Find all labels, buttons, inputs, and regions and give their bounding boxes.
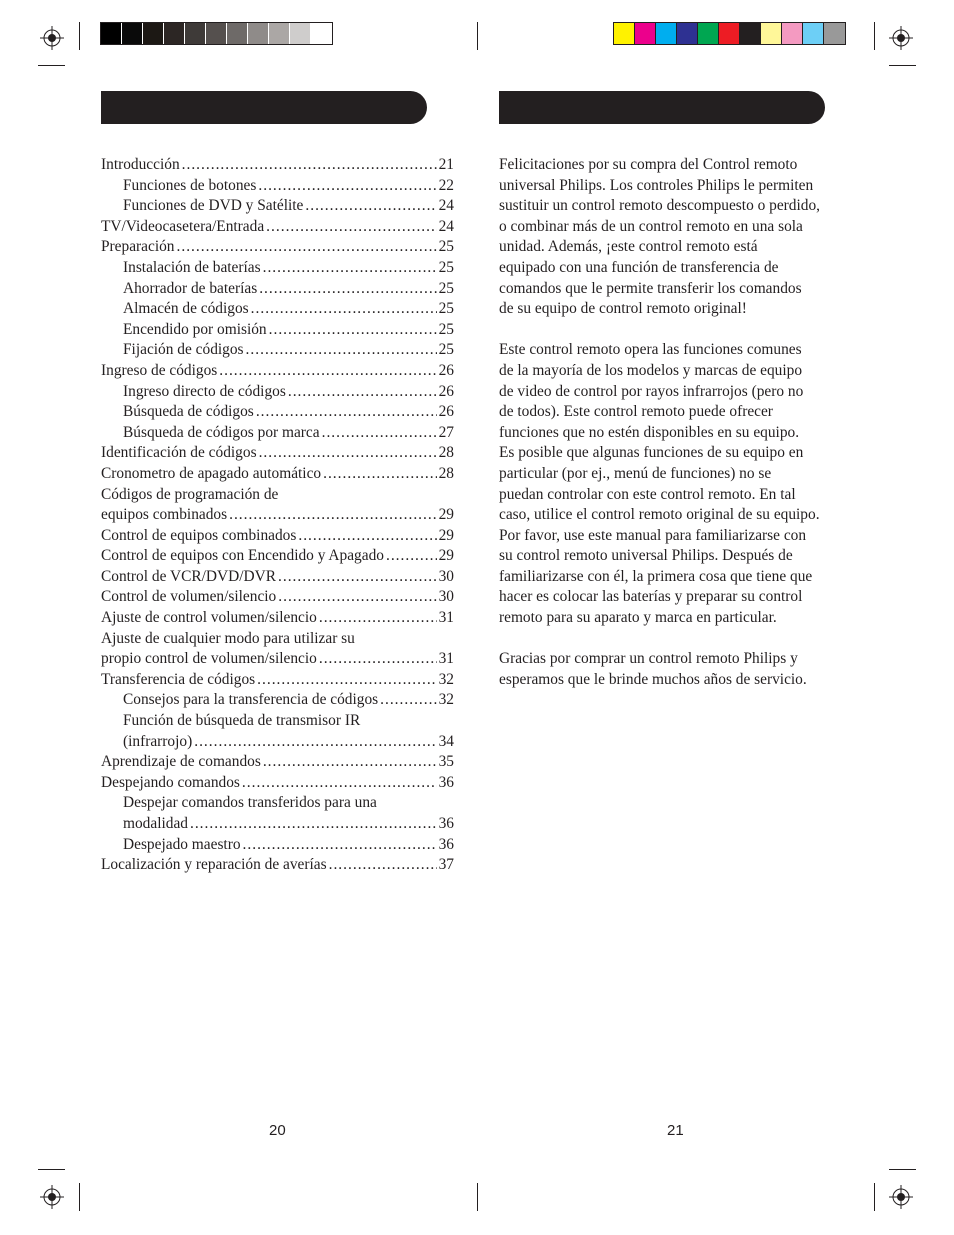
- crop-mark: [874, 1183, 875, 1211]
- toc-entry: [101, 340, 454, 361]
- color-swatch: [698, 23, 719, 44]
- toc-entry-page: 36: [438, 815, 454, 832]
- color-swatch: [311, 23, 332, 44]
- toc-entry-page: 29: [438, 547, 454, 565]
- toc-entry: [101, 855, 454, 876]
- toc-entry: [101, 176, 454, 197]
- toc-entry: [101, 505, 454, 526]
- toc-entry: [101, 155, 454, 176]
- color-swatch: [824, 23, 845, 44]
- toc-entry-page: 25: [438, 238, 454, 256]
- toc-entry-label: Control de equipos con Encendido y Apagado: [101, 547, 384, 565]
- intro-line: Por favor, use este manual para familiarizarse con: [499, 526, 807, 544]
- toc-dot-leader: [298, 526, 436, 547]
- color-swatch: [164, 23, 185, 44]
- intro-paragraph: [499, 340, 859, 628]
- toc-entry: [101, 423, 454, 444]
- toc-entry-label: equipos combinados: [101, 506, 228, 524]
- toc-dot-leader: [278, 567, 437, 588]
- toc-entry-label: Transferencia de códigos: [101, 670, 256, 688]
- color-swatch: [656, 23, 677, 44]
- toc-entry-line: Ajuste de cualquier modo para utilizar su: [101, 629, 355, 647]
- toc-entry-page: 24: [438, 197, 454, 215]
- toc-entry-label: Despejando comandos: [101, 773, 240, 791]
- color-swatch: [206, 23, 227, 44]
- toc-entry-label: Funciones de botones: [123, 176, 257, 194]
- toc-entry: [101, 382, 454, 403]
- toc-entry: [101, 608, 454, 629]
- intro-line: unidad. Además, ¡este control remoto está: [499, 238, 758, 256]
- toc-entry-label: Búsqueda de códigos: [123, 403, 254, 421]
- toc-entry: [101, 279, 454, 300]
- toc-entry-label: Ajuste de control volumen/silencio: [101, 609, 317, 627]
- toc-dot-leader: [194, 732, 436, 753]
- color-swatch: [740, 23, 761, 44]
- intro-line: puedan controlar con este control remoto. En tal: [499, 485, 796, 503]
- toc-entry: [101, 670, 454, 691]
- toc-dot-leader: [322, 423, 437, 444]
- toc-entry: [101, 361, 454, 382]
- toc-entry: [101, 237, 454, 258]
- color-swatch: [290, 23, 311, 44]
- toc-entry-page: 37: [438, 856, 454, 874]
- toc-entry: [101, 752, 454, 773]
- intro-line: caso, utilice el control remoto original de su equipo.: [499, 506, 820, 524]
- toc-entry-label: Encendido por omisión: [123, 320, 267, 338]
- toc-entry-page: 25: [438, 300, 454, 318]
- color-swatch: [269, 23, 290, 44]
- toc-dot-leader: [386, 546, 437, 567]
- toc-entry: [101, 835, 454, 856]
- crop-mark: [889, 1169, 916, 1170]
- intro-line: Felicitaciones por su compra del Control remoto: [499, 156, 798, 173]
- toc-dot-leader: [259, 443, 437, 464]
- registration-mark-icon: [889, 26, 913, 50]
- intro-line: de todos). Este control remoto puede ofrecer: [499, 403, 773, 421]
- toc-entry: [101, 526, 454, 547]
- crop-mark: [889, 65, 916, 66]
- toc-dot-leader: [323, 464, 437, 485]
- toc-entry-label: (infrarrojo): [123, 732, 193, 750]
- toc-entry-page: 28: [438, 444, 454, 462]
- toc-dot-leader: [251, 299, 437, 320]
- toc-dot-leader: [219, 361, 436, 382]
- color-swatch: [614, 23, 635, 44]
- toc-entry-label: Consejos para la transferencia de códigos: [123, 691, 379, 709]
- toc-entry-line: Despejar comandos transferidos para una: [123, 794, 377, 812]
- toc-entry-page: 29: [438, 526, 454, 544]
- toc-entry-label: Control de volumen/silencio: [101, 588, 277, 606]
- toc-entry-label: Ahorrador de baterías: [123, 279, 258, 297]
- toc-dot-leader: [243, 835, 437, 856]
- toc-entry: [101, 567, 454, 588]
- toc-dot-leader: [263, 752, 437, 773]
- registration-mark-icon: [40, 1185, 64, 1209]
- toc-entry-page: 30: [438, 588, 454, 606]
- toc-entry-label: Cronometro de apagado automático: [101, 464, 322, 482]
- toc-dot-leader: [190, 814, 437, 835]
- toc-dot-leader: [256, 402, 437, 423]
- toc-entry-label: Identificación de códigos: [101, 444, 257, 462]
- crop-mark: [874, 22, 875, 50]
- intro-line: remoto para su aparato y marca en particular.: [499, 609, 777, 627]
- toc-entry-label: Búsqueda de códigos por marca: [123, 423, 320, 441]
- toc-dot-leader: [257, 670, 436, 691]
- intro-line: sustituir un control remoto descompuesto o perdido,: [499, 197, 821, 215]
- color-swatch: [761, 23, 782, 44]
- crop-mark: [79, 22, 80, 50]
- color-swatch: [677, 23, 698, 44]
- toc-entry-page: 22: [438, 176, 454, 194]
- color-swatch: [227, 23, 248, 44]
- registration-mark-icon: [889, 1185, 913, 1209]
- color-swatch: [143, 23, 164, 44]
- toc-entry-page: 32: [438, 691, 454, 709]
- toc-entry-page: 25: [438, 279, 454, 297]
- right-header-bar: [499, 91, 825, 124]
- toc-entry-page: 25: [438, 341, 454, 359]
- toc-entry-page: 27: [438, 423, 454, 441]
- intro-line: de video de control por rayos infrarrojos (pero no: [499, 382, 804, 400]
- intro-line: Este control remoto opera las funciones comunes: [499, 341, 802, 359]
- toc-dot-leader: [278, 587, 436, 608]
- color-swatch: [719, 23, 740, 44]
- toc-dot-leader: [288, 382, 437, 403]
- intro-line: hacer es colocar las baterías y preparar su control: [499, 588, 803, 606]
- toc-dot-leader: [246, 340, 437, 361]
- toc-entry-label: Funciones de DVD y Satélite: [123, 197, 304, 215]
- crop-mark: [477, 22, 478, 50]
- toc-entry: [101, 258, 454, 279]
- toc-entry-label: Ingreso directo de códigos: [123, 382, 286, 400]
- intro-line: esperamos que le brinde muchos años de servicio.: [499, 670, 807, 688]
- crop-mark: [38, 65, 65, 66]
- toc-entry-label: Control de equipos combinados: [101, 526, 297, 544]
- process-color-bar: [613, 22, 846, 45]
- color-swatch: [782, 23, 803, 44]
- intro-line: particular (por ej., menú de funciones) no se: [499, 464, 772, 482]
- introduction-text: [499, 155, 859, 711]
- intro-line: universal Philips. Los controles Philips le permiten: [499, 176, 814, 194]
- toc-entry: [101, 649, 454, 670]
- toc-entry: [101, 402, 454, 423]
- toc-entry-label: Despejado maestro: [123, 835, 241, 853]
- toc-entry-page: 26: [438, 403, 454, 421]
- color-swatch: [248, 23, 269, 44]
- toc-entry: [101, 443, 454, 464]
- toc-entry-page: 26: [438, 361, 454, 379]
- toc-entry-label: modalidad: [123, 815, 188, 832]
- toc-entry: [101, 217, 454, 238]
- color-swatch: [101, 23, 122, 44]
- toc-entry-label: Ingreso de códigos: [101, 361, 218, 379]
- toc-entry-label: Aprendizaje de comandos: [101, 753, 261, 771]
- toc-entry-label: Instalación de baterías: [123, 258, 261, 276]
- toc-entry-page: 35: [438, 753, 454, 771]
- color-swatch: [635, 23, 656, 44]
- toc-dot-leader: [269, 320, 437, 341]
- intro-line: Gracias por comprar un control remoto Philips y: [499, 650, 798, 668]
- toc-entry: [101, 320, 454, 341]
- toc-dot-leader: [263, 258, 437, 279]
- color-swatch: [122, 23, 143, 44]
- page-number-right: 21: [667, 1122, 684, 1139]
- crop-mark: [477, 1183, 478, 1211]
- toc-entry-page: 25: [438, 258, 454, 276]
- toc-entry-page: 24: [438, 217, 454, 235]
- toc-dot-leader: [305, 196, 436, 217]
- toc-dot-leader: [380, 690, 436, 711]
- crop-mark: [38, 1169, 65, 1170]
- color-swatch: [803, 23, 824, 44]
- toc-entry-page: 29: [438, 506, 454, 524]
- toc-entry-page: 36: [438, 835, 454, 853]
- intro-line: su control remoto universal Philips. Después de: [499, 547, 793, 565]
- toc-entry-page: 36: [438, 773, 454, 791]
- toc-dot-leader: [242, 773, 437, 794]
- toc-entry-page: 31: [438, 609, 454, 627]
- intro-paragraph: [499, 649, 859, 690]
- toc-entry-page: 25: [438, 320, 454, 338]
- intro-line: de la mayoría de los modelos y marcas de equipo: [499, 361, 803, 379]
- toc-dot-leader: [266, 217, 436, 238]
- intro-paragraph: [499, 155, 859, 320]
- toc-entry: [101, 546, 454, 567]
- toc-entry: [101, 299, 454, 320]
- toc-dot-leader: [259, 279, 436, 300]
- toc-entry-page: 32: [438, 670, 454, 688]
- left-header-bar: [101, 91, 427, 124]
- toc-entry-page: 31: [438, 650, 454, 668]
- toc-dot-leader: [329, 855, 437, 876]
- intro-line: o combinar más de un control remoto en una sola: [499, 217, 803, 235]
- color-swatch: [185, 23, 206, 44]
- toc-dot-leader: [229, 505, 437, 526]
- toc-entry: [101, 464, 454, 485]
- intro-line: funciones que no estén disponibles en su equipo.: [499, 423, 800, 441]
- toc-entry-page: 34: [438, 732, 454, 750]
- toc-entry: [101, 773, 454, 794]
- toc-entry-line: Códigos de programación de: [101, 485, 279, 503]
- intro-line: comandos que le permite transferir los comandos: [499, 279, 802, 297]
- toc-entry-label: TV/Videocasetera/Entrada: [101, 217, 265, 235]
- toc-entry-page: 21: [438, 156, 454, 173]
- toc-entry-label: Control de VCR/DVD/DVR: [101, 567, 277, 585]
- page-number-left: 20: [269, 1122, 286, 1139]
- toc-entry-page: 28: [438, 464, 454, 482]
- intro-line: de su equipo de control remoto original!: [499, 300, 747, 318]
- toc-entry-label: Localización y reparación de averías: [101, 856, 327, 874]
- toc-entry: [101, 814, 454, 835]
- toc-entry-label: Preparación: [101, 238, 175, 256]
- toc-entry-line: Función de búsqueda de transmisor IR: [123, 712, 361, 730]
- toc-dot-leader: [258, 176, 436, 197]
- toc-entry: [101, 587, 454, 608]
- toc-entry-label: propio control de volumen/silencio: [101, 650, 317, 668]
- crop-mark: [79, 1183, 80, 1211]
- toc-entry-page: 26: [438, 382, 454, 400]
- toc-entry-label: Fijación de códigos: [123, 341, 244, 359]
- toc-entry: [101, 732, 454, 753]
- toc-entry-page: 30: [438, 567, 454, 585]
- toc-dot-leader: [319, 608, 437, 629]
- toc-dot-leader: [177, 237, 437, 258]
- toc-entry-label: Almacén de códigos: [123, 300, 249, 318]
- grayscale-color-bar: [100, 22, 333, 45]
- intro-line: equipado con una función de transferencia de: [499, 258, 779, 276]
- intro-line: Es posible que algunas funciones de su equipo en: [499, 444, 804, 462]
- toc-entry-label: Introducción: [101, 156, 180, 173]
- intro-line: familiarizarse con él, la primera cosa que tiene que: [499, 567, 813, 585]
- table-of-contents: [101, 155, 454, 876]
- toc-entry: [101, 690, 454, 711]
- toc-entry: [101, 196, 454, 217]
- toc-dot-leader: [319, 649, 437, 670]
- registration-mark-icon: [40, 26, 64, 50]
- toc-dot-leader: [182, 155, 437, 176]
